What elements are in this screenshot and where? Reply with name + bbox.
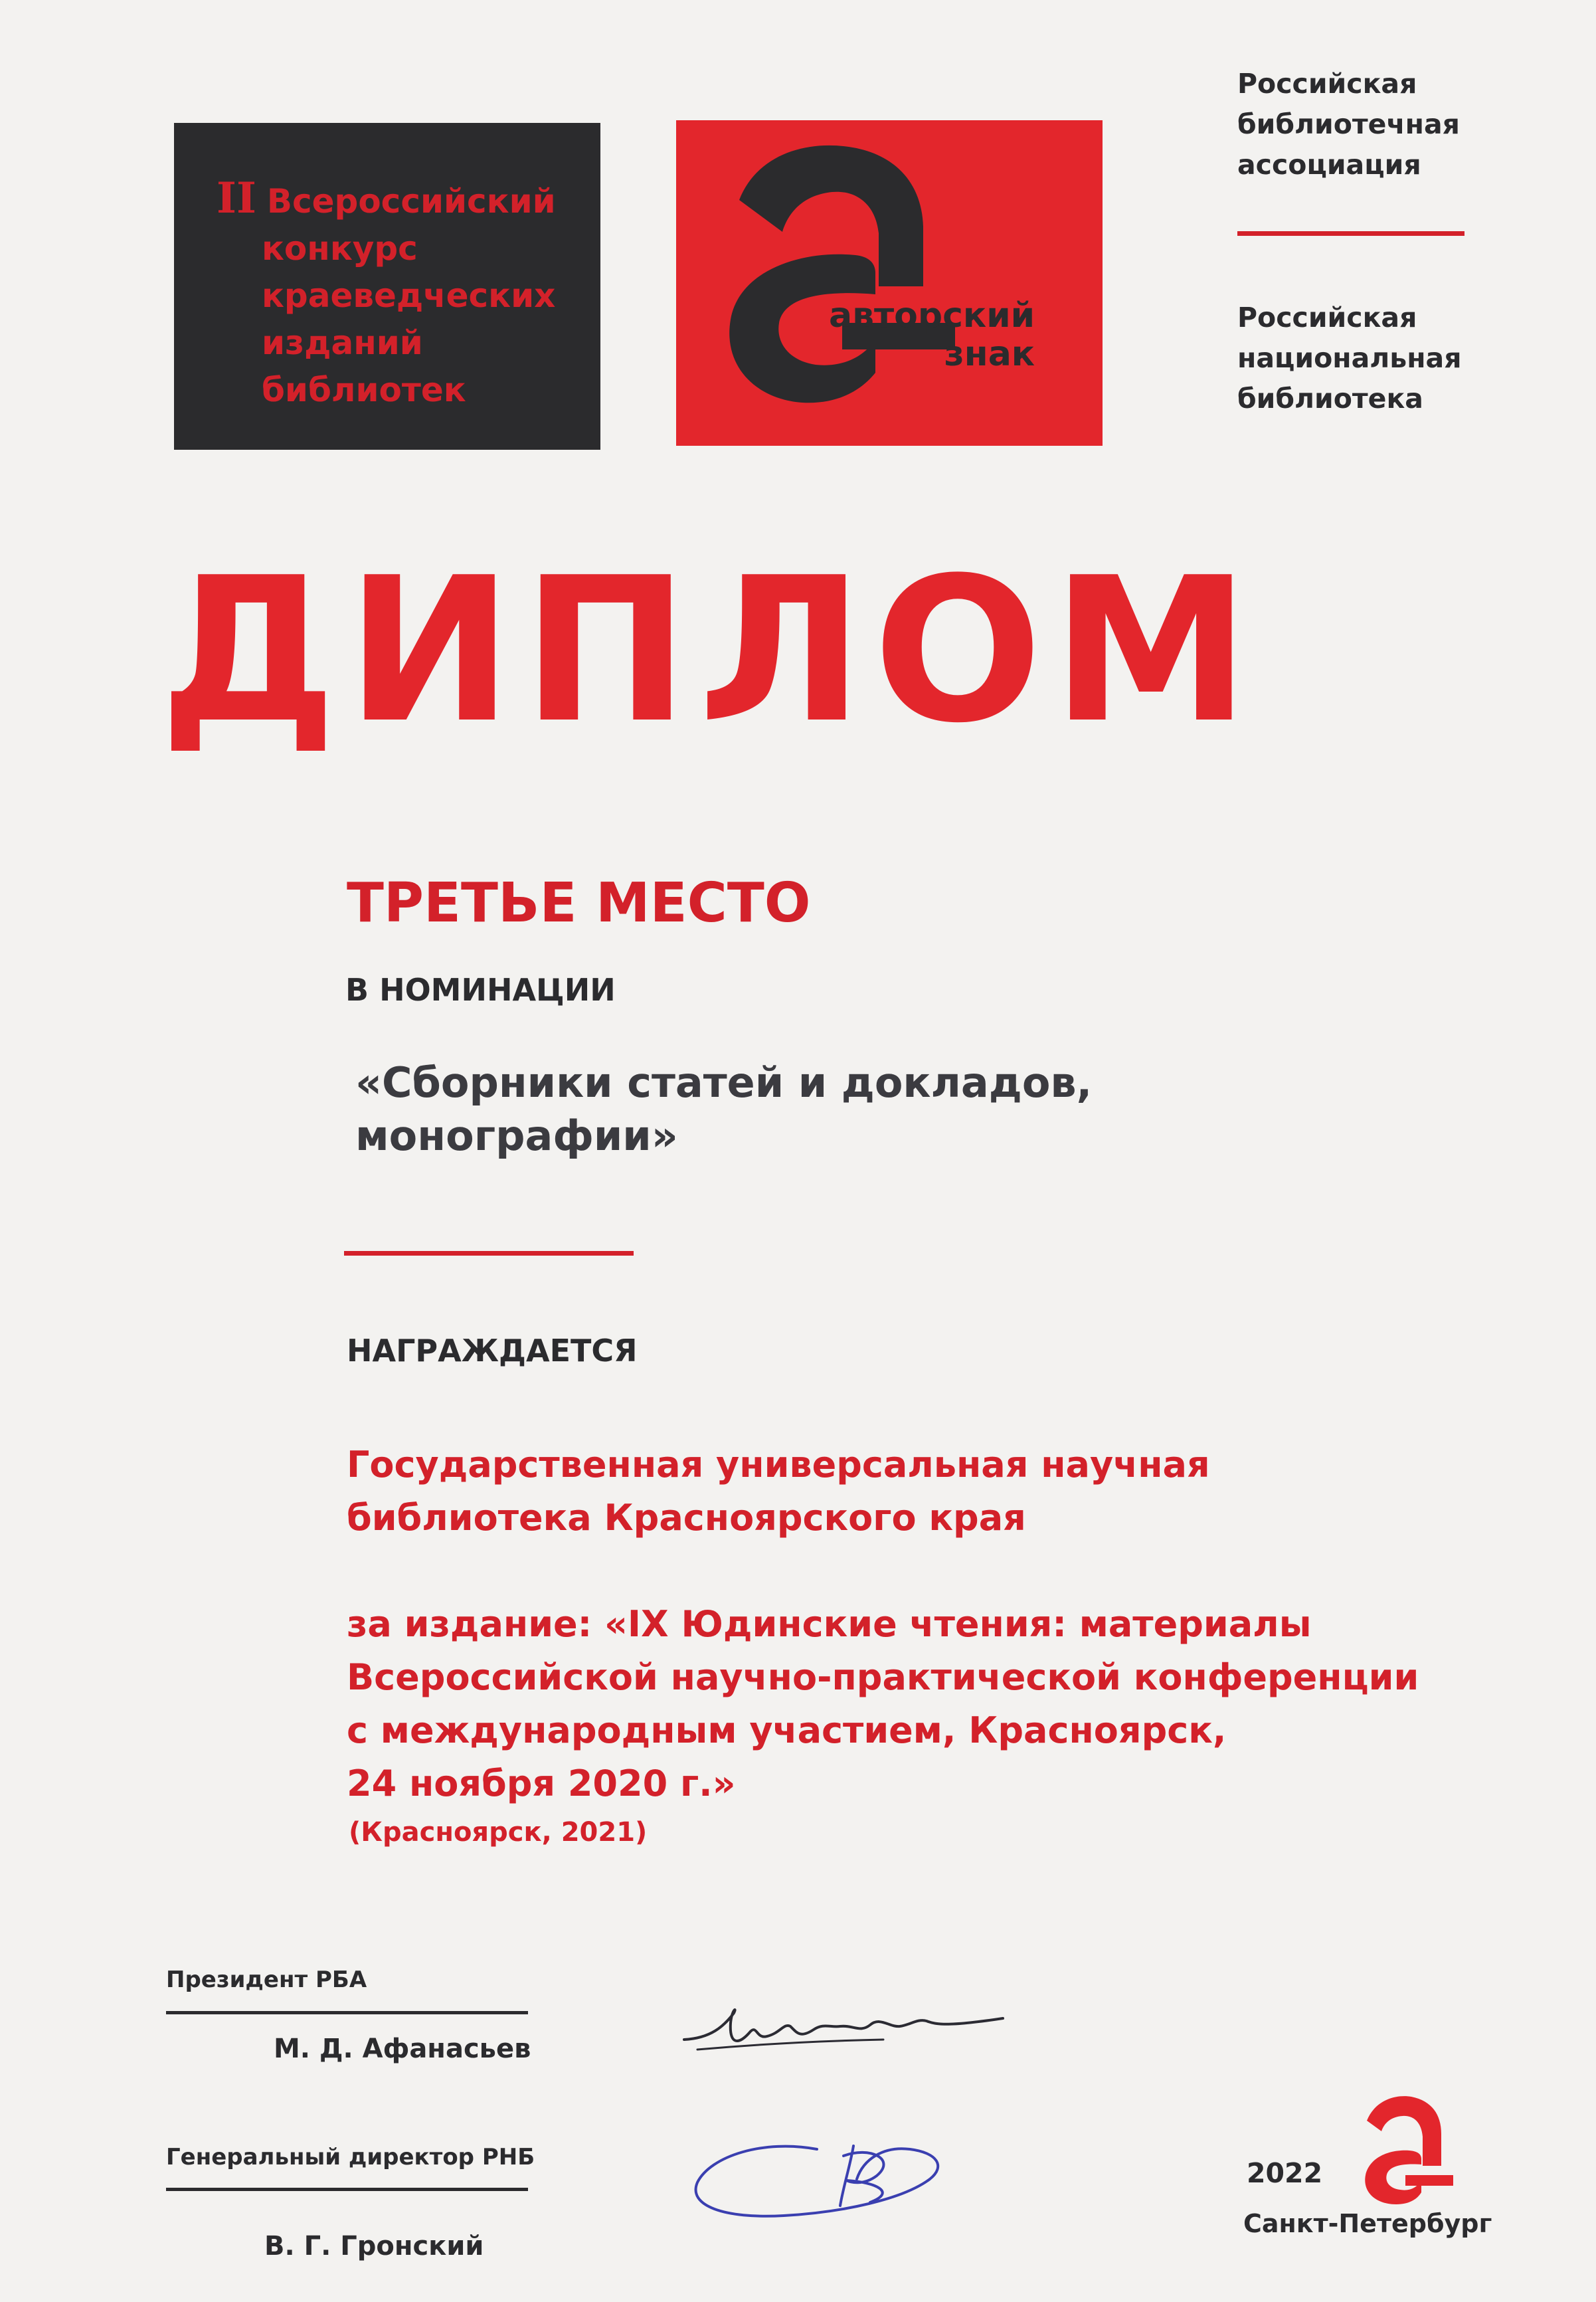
contest-roman-numeral: II: [217, 173, 256, 223]
recipient-line: Государственная универсальная научная: [347, 1444, 1210, 1486]
signature-line: [166, 2188, 528, 2191]
organizer-rnb: [1237, 298, 1462, 419]
organizer-line: ассоциация: [1237, 149, 1421, 181]
brand-line: авторский: [829, 296, 1035, 336]
nomination-line: «Сборники статей и докладов,: [355, 1058, 1093, 1107]
edition-place: (Красноярск, 2021): [349, 1817, 648, 1848]
recipient-line: библиотека Красноярского края: [347, 1497, 1026, 1539]
nomination-label: В НОМИНАЦИИ: [345, 972, 616, 1008]
contest-line: Всероссийский: [266, 182, 556, 221]
handwritten-signature: [684, 2119, 963, 2232]
a-glyph-icon: [676, 120, 1103, 446]
organizer-line: библиотечная: [1237, 108, 1460, 140]
edition-description: [347, 1598, 1419, 1810]
diploma-title: ДИПЛОМ: [159, 535, 1260, 767]
edition-line: Всероссийской научно-практической конференции: [347, 1656, 1419, 1698]
nomination-line: монографии»: [355, 1111, 678, 1160]
edition-line: с международным участием, Красноярск,: [347, 1709, 1227, 1751]
section-divider: [344, 1251, 634, 1256]
organizer-line: национальная: [1237, 342, 1462, 374]
footer-city: Санкт-Петербург: [1243, 2209, 1492, 2238]
signatory-name: М. Д. Афанасьев: [274, 2034, 531, 2064]
contest-line: конкурс: [262, 229, 418, 268]
organizer-line: Российская: [1237, 302, 1417, 334]
contest-emblem: [174, 123, 600, 450]
signatory-role: Генеральный директор РНБ: [166, 2144, 535, 2170]
contest-line: изданий: [262, 324, 423, 362]
organizer-rba: [1237, 64, 1460, 185]
contest-line: краеведческих: [262, 276, 556, 315]
award-place: ТРЕТЬЕ МЕСТО: [347, 872, 811, 935]
handwritten-signature: [671, 1986, 1016, 2086]
footer-year: 2022: [1247, 2157, 1323, 2189]
contest-emblem-text: [217, 175, 556, 414]
edition-line: за издание: «IX Юдинские чтения: материалы: [347, 1603, 1312, 1645]
signatory-name: В. Г. Гронский: [264, 2231, 484, 2261]
avtorsky-znak-logo: [676, 120, 1103, 446]
recipient-name: [347, 1438, 1210, 1545]
organizer-line: библиотека: [1237, 383, 1423, 415]
brand-line: знак: [944, 334, 1035, 374]
brand-text: [829, 296, 1035, 373]
contest-line: библиотек: [262, 371, 466, 409]
awarded-label: НАГРАЖДАЕТСЯ: [347, 1333, 638, 1369]
organizer-line: Российская: [1237, 68, 1417, 100]
signatory-role: Президент РБА: [166, 1966, 367, 1993]
organizer-divider: [1237, 231, 1464, 236]
nomination-title: [355, 1056, 1092, 1163]
signature-line: [166, 2011, 528, 2014]
edition-line: 24 ноября 2020 г.»: [347, 1763, 736, 1804]
avtorsky-znak-small-logo: [1355, 2093, 1455, 2206]
